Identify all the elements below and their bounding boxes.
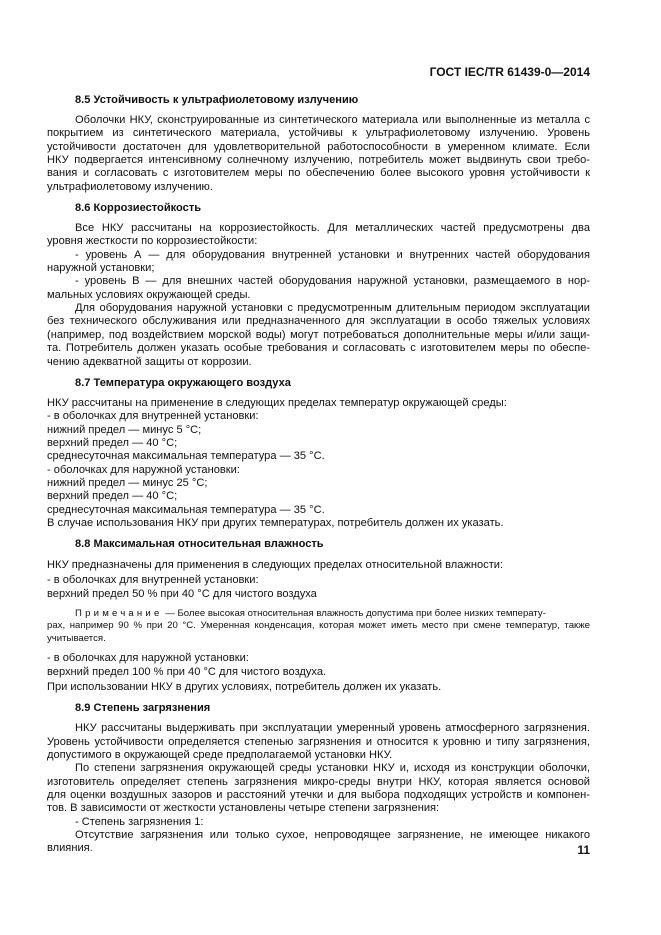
- paragraph: [47, 722, 590, 762]
- text-line: для оценки воздушных зазоров и расстояний утечки и для выбора подходящих устройств и компонен-: [47, 788, 590, 801]
- text-line: Уровень устойчивости определяется степенью загрязнения и относится к уровню и типу загрязнения,: [47, 735, 590, 748]
- section: [47, 537, 590, 694]
- text-line: - в оболочках для внутренней установки:: [47, 573, 259, 586]
- text-line: В случае использования НКУ при других температурах, потребитель должен их указать.: [47, 516, 504, 529]
- text-line: нижний предел — минус 25 °C;: [47, 476, 208, 489]
- text-line: без технического обслуживания или предназначенного для эксплуатации в особо тяжелых условиях: [47, 315, 590, 328]
- text-line: - Степень загрязнения 1:: [75, 815, 204, 828]
- note-line: [47, 608, 590, 621]
- page-number: 11: [577, 843, 590, 857]
- text-line: При использовании НКУ в других условиях, потребитель должен их указать.: [47, 680, 442, 693]
- note-line: рах, например 90 % при 20 °C. Умеренная конденсация, которая может иметь место при смене температур, также: [47, 620, 590, 631]
- document-body: [47, 93, 590, 863]
- text-line: НКУ предназначены для применения в следующих пределах относительной влажности:: [47, 559, 504, 572]
- text-line: - уровень В — для внешних частей оборудования наружной установки, размещаемого в нор-: [75, 275, 590, 288]
- text-line: ультрафиолетовому излучению.: [47, 180, 213, 193]
- paragraph: [47, 302, 590, 369]
- text-line: нижний предел — минус 5 °C;: [47, 423, 202, 436]
- text-line: НКУ рассчитаны на применение в следующих пределах температур окружающей среды:: [47, 396, 507, 409]
- section: [47, 93, 590, 194]
- text-line: верхний предел 100 % при 40 °C для чистого воздуха.: [47, 666, 327, 679]
- paragraph: [47, 558, 590, 601]
- text-line: верхний предел 50 % при 40 °C для чистого воздуха: [47, 588, 317, 601]
- note-text: — Более высокая относительная влажность допустима при более низких температу-: [165, 607, 546, 619]
- text-line: та. Потребитель должен указать особые требования и согласовать с изготовителем меры по обеспе-: [47, 342, 590, 355]
- text-line: чению адекватной защиты от коррозии.: [47, 355, 252, 368]
- text-line: НКУ подвергается интенсивному солнечному излучению, потребитель может выдвинуть свои требо-: [47, 154, 590, 167]
- text-line: допустимого в окружающей среде предполагаемой установки НКУ.: [47, 748, 393, 761]
- text-line: наружной установки;: [47, 262, 155, 275]
- paragraph: [47, 114, 590, 194]
- note-line: учитывается.: [47, 632, 106, 644]
- text-line: Все НКУ рассчитаны на коррозиестойкость. Для металлических частей предусмотрены два: [75, 222, 590, 235]
- paragraph: [47, 816, 590, 829]
- paragraph: [47, 762, 590, 815]
- section-heading: 8.6 Коррозиестойкость: [75, 202, 202, 215]
- section-heading: 8.8 Максимальная относительная влажность: [75, 538, 324, 551]
- paragraph: [47, 397, 590, 530]
- text-line: мальных условиях окружающей среды.: [47, 288, 251, 301]
- text-line: - оболочках для наружной установки:: [47, 463, 240, 476]
- text-line: Для оборудования наружной установки с предусмотренным длительным периодом эксплуатации: [75, 302, 590, 315]
- section-heading: 8.9 Степень загрязнения: [75, 702, 211, 715]
- text-line: Оболочки НКУ, сконструированные из синтетического материала или выполненные из металла с: [75, 114, 590, 126]
- text-line: влияния.: [47, 842, 93, 855]
- text-line: НКУ рассчитаны выдерживать при эксплуатации умеренный уровень атмосферного загрязнения.: [75, 722, 590, 735]
- text-line: покрытием из синтетического материала, устойчивы к ультрафиолетовому излучению. Уровень: [47, 127, 590, 140]
- text-line: - в оболочках для внутренней установки:: [47, 410, 259, 423]
- text-line: верхний предел — 40 °C;: [47, 490, 178, 503]
- paragraph: [47, 275, 590, 302]
- text-line: изготовитель определяет степень загрязнения микро-среды внутри НКУ, которая является основой: [47, 775, 590, 788]
- text-line: среднесуточная максимальная температура — 35 °C.: [47, 503, 325, 516]
- section: [47, 376, 590, 530]
- text-line: среднесуточная максимальная температура — 35 °C.: [47, 450, 325, 463]
- text-line: По степени загрязнения окружающей среды установки НКУ и, исходя из конструкции оболочки,: [75, 762, 590, 775]
- note: [47, 608, 590, 646]
- paragraph: [47, 829, 590, 856]
- section-heading: 8.5 Устойчивость к ультрафиолетовому излучению: [75, 94, 359, 106]
- text-line: (например, под воздействием морской воды) могут потребоваться дополнительные меры и/или защи-: [47, 328, 590, 341]
- section: [47, 201, 590, 369]
- text-line: - в оболочках для наружной установки:: [47, 652, 249, 664]
- paragraph: [47, 651, 590, 694]
- text-line: Отсутствие загрязнения или только сухое, непроводящее загрязнение, не имеющее никакого: [75, 828, 590, 841]
- text-line: устойчивости достаточен для удовлетворительной работоспособности в умеренном климате. Если: [47, 140, 590, 153]
- paragraph: [47, 249, 590, 276]
- text-line: - уровень А — для оборудования внутренней установки и внутренних частей оборудования: [75, 248, 590, 261]
- text-line: верхний предел — 40 °C;: [47, 436, 178, 449]
- section-heading: 8.7 Температура окружающего воздуха: [75, 376, 291, 389]
- text-line: уровня жесткости по коррозиестойкости:: [47, 235, 258, 248]
- section: [47, 701, 590, 855]
- text-line: вания и согласовать с изготовителем меры по обеспечению более высокого уровня устойчивости к: [47, 167, 590, 180]
- note-label: Примечание: [75, 607, 163, 619]
- paragraph: [47, 222, 590, 249]
- document-header-id: ГОСТ IEC/TR 61439-0—2014: [429, 65, 590, 79]
- text-line: тов. В зависимости от жесткости установлены четыре степени загрязнения:: [47, 802, 440, 815]
